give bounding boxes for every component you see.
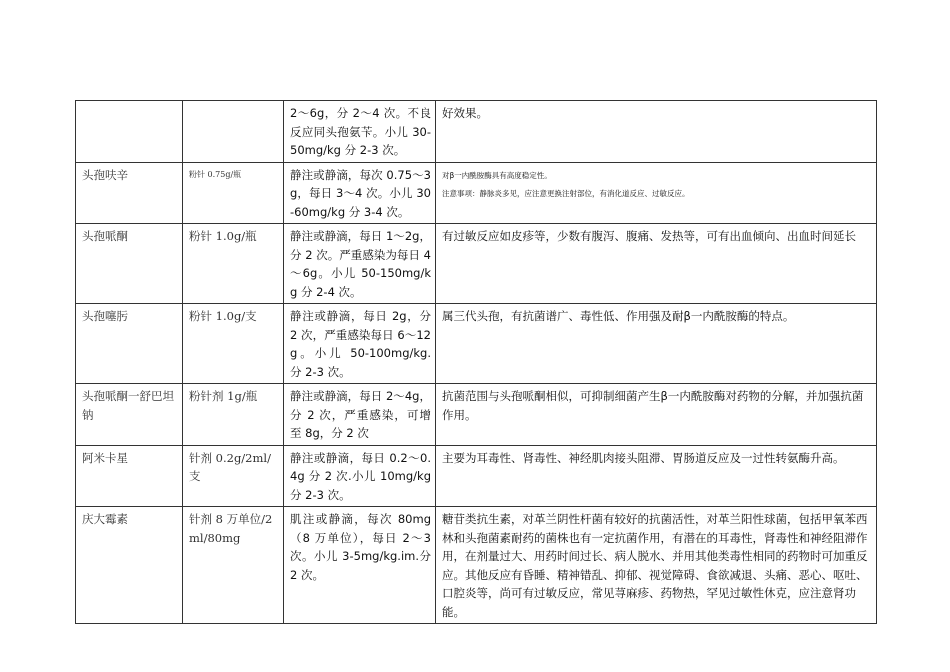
dosage-cell: 静注或静滴，每日 2g，分 2 次，严重感染每日 6～12g。小儿 50-100mg/kg. 分 2-3 次。 [284,304,436,384]
drug-spec-cell: 粉针 1.0g/瓶 [183,224,284,304]
note-line: 好效果。 [442,106,488,120]
note-line: 主要为耳毒性、肾毒性、神经肌肉接头阻滞、胃肠道反应及一过性转氨酶升高。 [442,450,845,465]
table-row [76,445,877,507]
table-row [76,162,877,224]
notes-cell [436,304,877,384]
dosage-cell: 静注或静滴，每日 2～4g，分 2 次，严重感染，可增至 8g，分 2 次 [284,384,436,446]
dosage-cell: 2～6g，分 2～4 次。不良反应同头孢氨苄。小儿 30-50mg/kg 分 2-3 次。 [284,101,436,163]
drug-name-cell [76,101,183,163]
note-line: 注意事项：静脉炎多见，应注意更换注射部位，有消化道反应、过敏反应。 [442,188,690,198]
notes-cell [436,224,877,304]
dosage-cell: 静注或静滴，每日 0.2～0.4g 分 2 次.小儿 10mg/kg 分 2-3 次。 [284,445,436,507]
table-row [76,384,877,446]
drug-spec-cell: 针剂 8 万单位/2ml/80mg [183,507,284,624]
drug-spec-cell: 粉针 0.75g/瓶 [183,162,284,224]
drug-name-cell: 头孢噻肟 [76,304,183,384]
dosage-cell: 静注或静滴，每次 0.75～3g，每日 3～4 次。小儿 30-60mg/kg 分 3-4 次。 [284,162,436,224]
notes-cell [436,101,877,163]
note-line: 有过敏反应如皮疹等，少数有腹泻、腹痛、发热等，可有出血倾向、出血时间延长 [442,229,856,243]
drug-name-cell: 阿米卡星 [76,445,183,507]
table-row [76,101,877,163]
notes-cell [436,445,877,507]
note-line: 对β一内酰胺酶具有高度稳定性。 [442,170,552,180]
table-row [76,304,877,384]
drug-spec-cell: 粉针 1.0g/支 [183,304,284,384]
drug-name-cell: 头孢呋辛 [76,162,183,224]
notes-cell [436,384,877,446]
dosage-cell: 肌注或静滴，每次 80mg（8 万单位），每日 2～3 次。小儿 3-5mg/kg.im.分 2 次。 [284,507,436,624]
drug-name-cell: 头孢哌酮 [76,224,183,304]
drug-name-cell: 庆大霉素 [76,507,183,624]
notes-cell [436,507,877,624]
drug-table [75,100,877,624]
note-line: 抗菌范围与头孢哌酮相似，可抑制细菌产生β一内酰胺酶对药物的分解，并加强抗菌作用。 [442,389,864,422]
dosage-cell: 静注或静滴，每日 1～2g，分 2 次。严重感染为每日 4～6g。小儿 50-150mg/kg 分 2-4 次。 [284,224,436,304]
drug-spec-cell [183,101,284,163]
drug-name-cell: 头孢哌酮一舒巴坦钠 [76,384,183,446]
drug-spec-cell: 针剂 0.2g/2ml/支 [183,445,284,507]
table-row [76,224,877,304]
notes-cell [436,162,877,224]
note-line: 属三代头孢，有抗菌谱广、毒性低、作用强及耐β一内酰胺酶的特点。 [442,309,795,323]
table-row [76,507,877,624]
note-line: 糖苷类抗生素，对革兰阴性杆菌有较好的抗菌活性，对革兰阳性球菌，包括甲氧苯西林和头孢菌素耐药的菌株也有一定抗菌作用，有潜在的耳毒性，肾毒性和神经阻滞作用，在剂量过大、用药时间过长、病人脱水、并用其他类毒性相同的药物时可加重反应。其他反应有昏睡、精神错乱、抑郁、视觉障碍、食欲减退、头痛、恶心、呕吐、口腔炎等，尚可有过敏反应，常见荨麻疹、药物热，罕见过敏性休克，应注意肾功能。 [442,512,868,619]
drug-spec-cell: 粉针剂 1g/瓶 [183,384,284,446]
